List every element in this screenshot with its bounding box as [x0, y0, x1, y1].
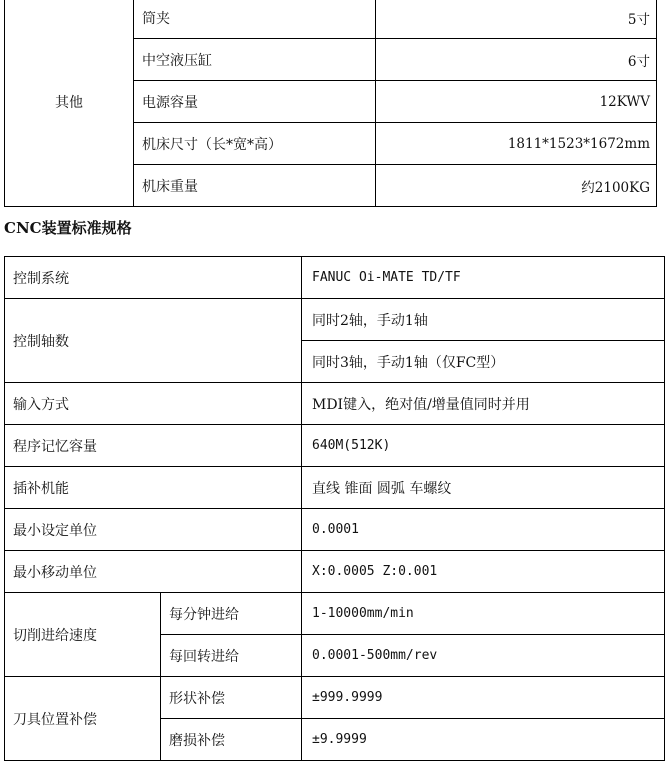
table-row: [5, 299, 665, 341]
spec-value: 1811*1523*1672mm: [376, 123, 657, 165]
spec-value: 5寸: [376, 0, 657, 39]
param-label: 程序记忆容量: [5, 425, 302, 467]
param-label: 最小移动单位: [5, 551, 302, 593]
table-row: [5, 467, 665, 509]
table-row: [5, 425, 665, 467]
sub-param-label: 磨损补偿: [161, 719, 302, 761]
sub-param-label: 形状补偿: [161, 677, 302, 719]
spec-value: 6寸: [376, 39, 657, 81]
param-value: 同时3轴，手动1轴（仅FC型）: [302, 341, 665, 383]
table-row: [5, 257, 665, 299]
table-row: [5, 383, 665, 425]
param-label: 控制轴数: [5, 299, 302, 383]
param-value: 0.0001: [302, 509, 665, 551]
sub-param-label: 每分钟进给: [161, 593, 302, 635]
table-row: [5, 551, 665, 593]
param-value: 同时2轴，手动1轴: [302, 299, 665, 341]
group-label-other: 其他: [5, 0, 134, 207]
other-specs-table: [4, 0, 657, 207]
param-value: ±999.9999: [302, 677, 665, 719]
param-label: 切削进给速度: [5, 593, 161, 677]
param-value: 0.0001-500mm/rev: [302, 635, 665, 677]
param-label: 插补机能: [5, 467, 302, 509]
param-label: 输入方式: [5, 383, 302, 425]
sub-param-label: 每回转进给: [161, 635, 302, 677]
spec-label: 机床重量: [134, 165, 376, 207]
table-row: [5, 509, 665, 551]
cnc-spec-table: [4, 256, 665, 761]
param-label: 刀具位置补偿: [5, 677, 161, 761]
param-value: X:0.0005 Z:0.001: [302, 551, 665, 593]
param-value: FANUC Oi-MATE TD/TF: [302, 257, 665, 299]
table-row: [5, 593, 665, 635]
param-value: MDI键入，绝对值/增量值同时并用: [302, 383, 665, 425]
spec-label: 电源容量: [134, 81, 376, 123]
spec-label: 机床尺寸（长*宽*高）: [134, 123, 376, 165]
param-value: 640M(512K): [302, 425, 665, 467]
param-value: 直线 锥面 圆弧 车螺纹: [302, 467, 665, 509]
spec-value: 约2100KG: [376, 165, 657, 207]
param-value: ±9.9999: [302, 719, 665, 761]
table-row: [5, 677, 665, 719]
section-title-cnc: CNC装置标准规格: [4, 219, 132, 237]
spec-label: 筒夹: [134, 0, 376, 39]
spec-label: 中空液压缸: [134, 39, 376, 81]
param-label: 控制系统: [5, 257, 302, 299]
spec-value: 12KWV: [376, 81, 657, 123]
table-row: [5, 0, 657, 39]
param-value: 1-10000mm/min: [302, 593, 665, 635]
param-label: 最小设定单位: [5, 509, 302, 551]
